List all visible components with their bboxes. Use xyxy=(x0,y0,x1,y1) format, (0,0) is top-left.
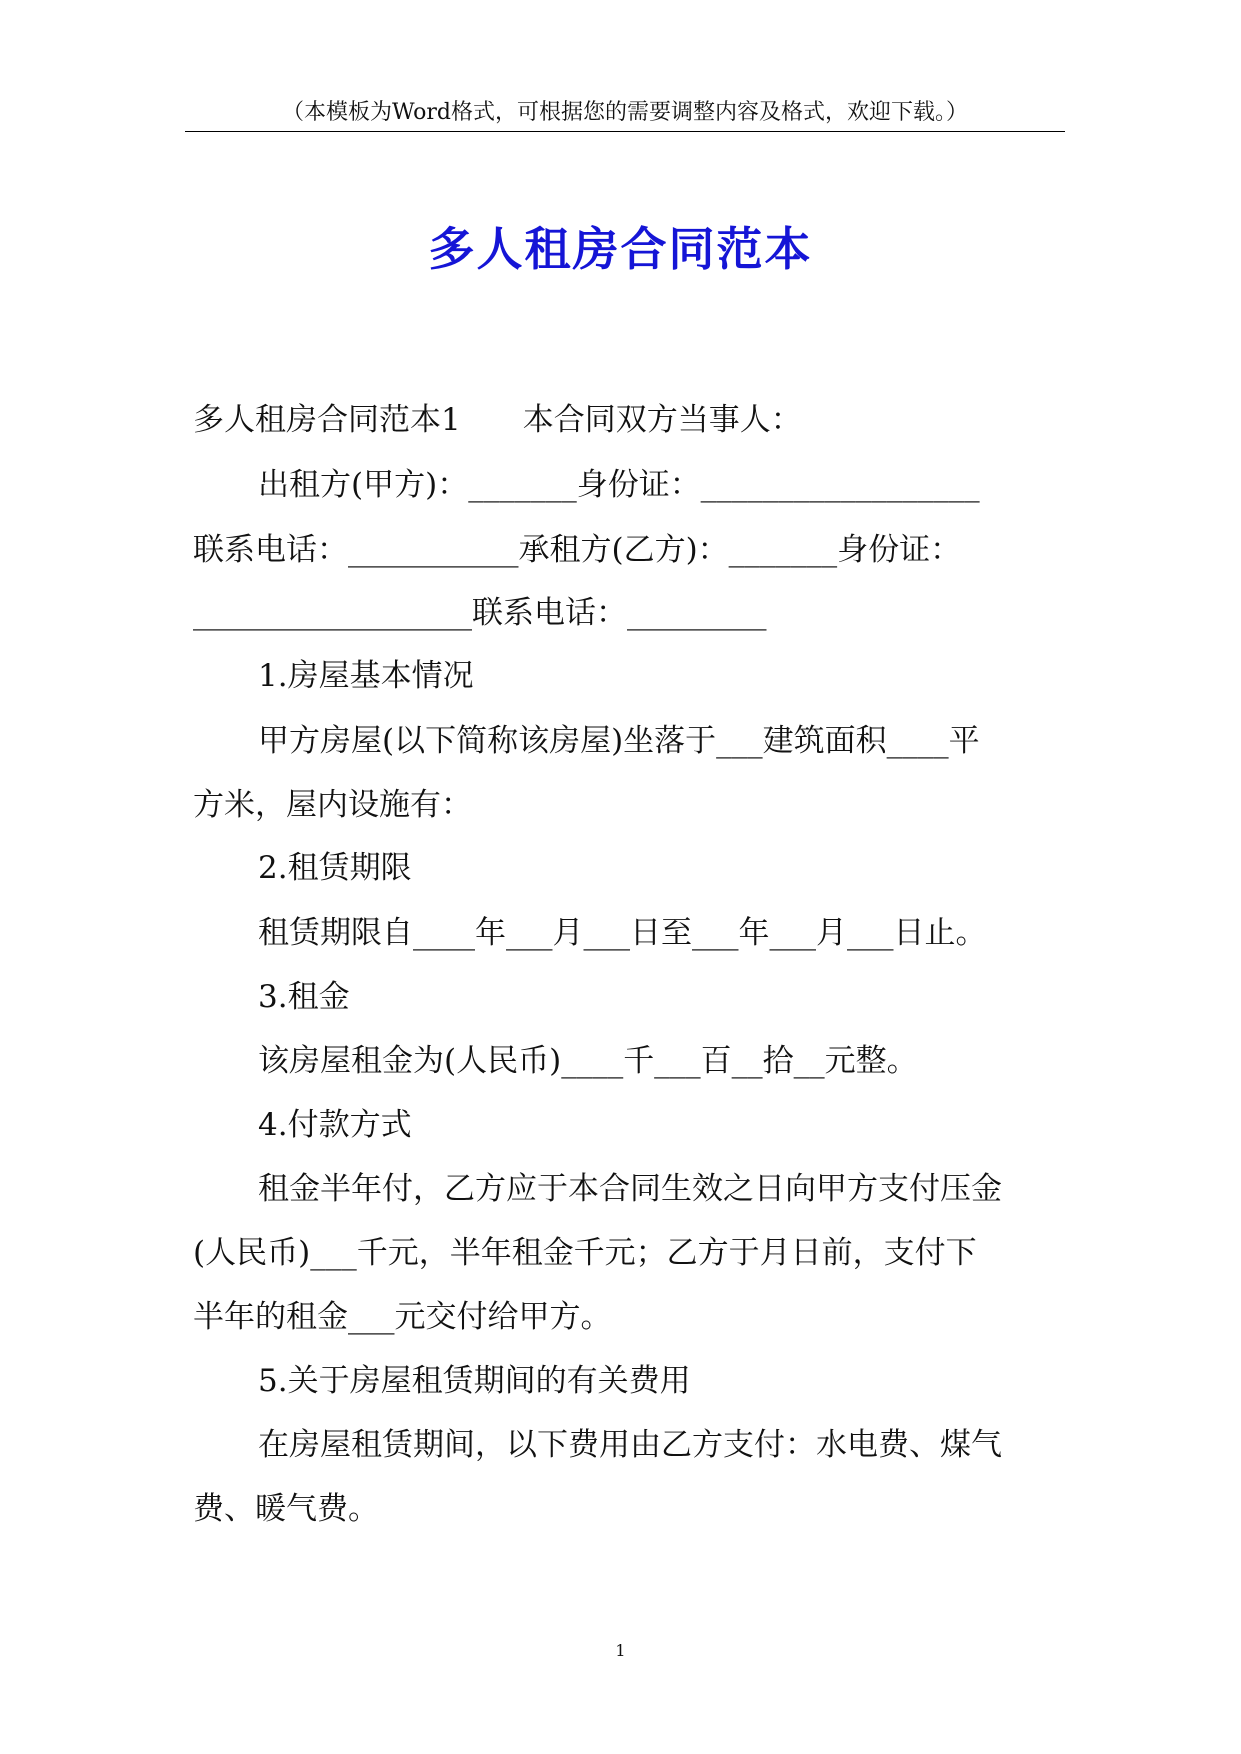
document-title: 多人租房合同范本 xyxy=(428,222,813,276)
body-line: (人民币)___千元，半年租金千元；乙方于月日前，支付下 xyxy=(193,1235,977,1271)
body-line: 多人租房合同范本1 本合同双方当事人： xyxy=(193,402,802,438)
body-line: 费、暖气费。 xyxy=(193,1491,379,1527)
section-heading: 3.租金 xyxy=(258,979,350,1015)
section-heading: 1.房屋基本情况 xyxy=(258,658,474,694)
body-line: 甲方房屋(以下简称该房屋)坐落于___建筑面积____平 xyxy=(258,723,980,759)
body-line: 半年的租金___元交付给甲方。 xyxy=(193,1299,612,1335)
body-line: __________________联系电话：_________ xyxy=(193,595,767,631)
header-divider xyxy=(185,131,1065,132)
body-line: 该房屋租金为(人民币)____千___百__拾__元整。 xyxy=(258,1043,918,1079)
section-heading: 2.租赁期限 xyxy=(258,850,412,886)
section-heading: 5.关于房屋租赁期间的有关费用 xyxy=(258,1363,691,1399)
header-note: （本模板为Word格式，可根据您的需要调整内容及格式，欢迎下载。） xyxy=(282,100,968,125)
body-line: 联系电话：___________承租方(乙方)：_______身份证： xyxy=(193,532,962,568)
body-line: 租赁期限自____年___月___日至___年___月___日止。 xyxy=(258,915,987,951)
body-line: 出租方(甲方)：_______身份证：__________________ xyxy=(258,467,980,503)
body-line: 在房屋租赁期间，以下费用由乙方支付：水电费、煤气 xyxy=(258,1427,1002,1463)
section-heading: 4.付款方式 xyxy=(258,1107,412,1143)
body-line: 方米，屋内设施有： xyxy=(193,787,472,823)
page-number: 1 xyxy=(615,1641,626,1660)
body-line: 租金半年付，乙方应于本合同生效之日向甲方支付压金 xyxy=(258,1171,1002,1207)
